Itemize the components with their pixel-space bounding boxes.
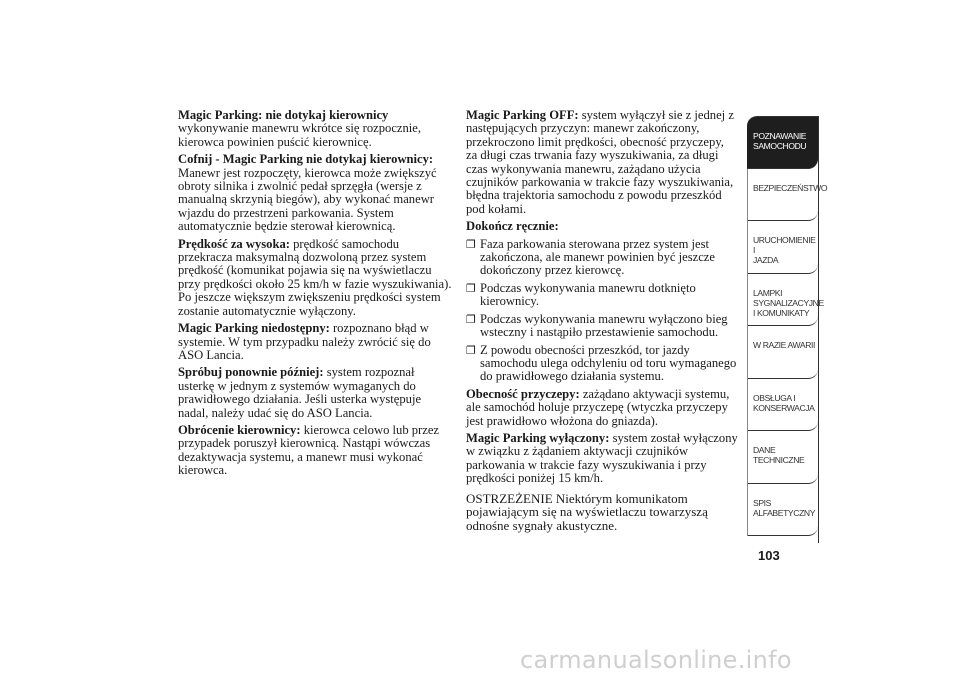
message-text: rozpoznano błąd w systemie. W tym przypadku należy zwrócić się do ASO Lancia. <box>178 321 431 362</box>
watermark: carmanualsonline.info <box>520 646 792 674</box>
message-heading: Cofnij - Magic Parking nie dotykaj kierownicy: <box>178 152 434 167</box>
message-entry <box>178 424 452 478</box>
message-entry <box>178 322 452 362</box>
list-item <box>466 238 738 278</box>
message-heading: Magic Parking OFF: <box>466 108 579 122</box>
message-heading: Magic Parking: nie dotykaj kierownicy <box>178 108 389 122</box>
checkbox-bullet-icon: ❐ <box>466 281 476 295</box>
message-heading: Magic Parking niedostępny: <box>178 321 330 336</box>
left-column <box>178 109 452 482</box>
message-heading: Magic Parking wyłączony: <box>466 430 610 445</box>
message-entry <box>178 109 452 149</box>
tab-poznawanie-samochodu[interactable]: POZNAWANIE SAMOCHODU <box>747 116 818 169</box>
message-entry <box>466 109 738 216</box>
right-column <box>466 109 738 536</box>
tab-dane-techniczne[interactable]: DANE TECHNICZNE <box>747 431 818 484</box>
message-entry <box>466 388 738 428</box>
message-heading: Obrócenie kierownicy: <box>178 422 301 437</box>
message-entry <box>178 153 452 233</box>
list-item-text: Faza parkowania sterowana przez system jest zakończona, ale manewr powinien być jeszcze dokończony przez kierowcę. <box>480 236 715 278</box>
tab-lampki-sygnalizacyjne[interactable]: LAMPKI SYGNALIZACYJNE I KOMUNIKATY <box>747 274 818 327</box>
checkbox-bullet-icon: ❐ <box>466 343 476 357</box>
message-text: prędkość samochodu przekracza maksymalną dozwoloną przez system prędkość (komunikat pojawia się na wyświetlaczu przy prędkości około 25 km/h w fazie wyszukiwania). Po jeszcze większym zwiększeniu prędkości system zostanie automatycznie wyłączony. <box>178 236 452 318</box>
page-number: 103 <box>758 548 780 563</box>
list-item-text: Podczas wykonywania manewru dotknięto kierownicy. <box>480 280 696 309</box>
message-heading: Obecność przyczepy: <box>466 386 580 401</box>
list-item <box>466 313 738 340</box>
tab-spis-alfabetyczny[interactable]: SPIS ALFABETYCZNY <box>747 484 818 537</box>
message-text: zażądano aktywacji systemu, ale samochód holuje przyczepę (wtyczka przyczepy jest prawidłowo włożona do gniazda). <box>466 386 730 428</box>
tab-uruchomienie-i-jazda[interactable]: URUCHOMIENIE I JAZDA <box>747 221 818 274</box>
message-heading: Spróbuj ponownie później: <box>178 365 324 380</box>
message-entry <box>178 366 452 420</box>
checkbox-bullet-icon: ❐ <box>466 237 476 251</box>
message-text: kierowca celowo lub przez przypadek poruszył kierownicą. Nastąpi wówczas dezaktywacja systemu, a manewr musi wykonać kierowca. <box>178 422 440 478</box>
warning-note: OSTRZEŻENIE Niektórym komunikatom pojawiającym się na wyświetlaczu towarzyszą odnośne sygnały akustyczne. <box>466 490 708 533</box>
chapter-tabs <box>747 116 828 543</box>
tab-w-razie-awarii[interactable]: W RAZIE AWARII <box>747 326 818 379</box>
list-item-text: Z powodu obecności przeszkód, tor jazdy samochodu ulega odchyleniu od toru wymaganego do prawidłowego działania systemu. <box>480 342 737 384</box>
message-text: Manewr jest rozpoczęty, kierowca może zwiększyć obroty silnika i zwolnić pedał sprzęgła (wersje z manualną skrzynią biegów), aby wykonać manewr wjazdu do przestrzeni parkowania. System automatycznie będzie sterował kierownicą. <box>178 165 437 234</box>
list-item <box>466 344 738 384</box>
manual-finish-heading: Dokończ ręcznie: <box>466 219 559 234</box>
checkbox-bullet-icon: ❐ <box>466 312 476 326</box>
message-text: system wyłączył sie z jednej z następujących przyczyn: manewr zakończony, przekroczono limit prędkości, obecność przyczepy, za długi czas trwania fazy wyszukiwania, za długi czas wykonywania manewru, zażądano użycia czujników parkowania w trakcie fazy wyszukiwania, błędna trajektoria samochodu z powodu przeszkód pod kołami. <box>466 108 734 216</box>
tab-bezpieczenstwo[interactable]: BEZPIECZEŃSTWO <box>747 169 818 222</box>
list-item <box>466 282 738 309</box>
message-text: system rozpoznał usterkę w jednym z systemów wymaganych do prawidłowego działania. Jeśli usterka występuje nadal, należy udać się do ASO Lancia. <box>178 365 422 420</box>
list-item-text: Podczas wykonywania manewru wyłączono bieg wsteczny i nastąpiło przestawienie samochodu. <box>480 311 728 340</box>
message-heading: Prędkość za wysoka: <box>178 236 290 251</box>
message-text: system został wyłączony w związku z żądaniem aktywacji czujników parkowania w trakcie fazy wyszukiwania i przy prędkości poniżej 15 km/h. <box>466 430 738 486</box>
message-entry <box>466 432 738 486</box>
tab-obsluga-i-konserwacja[interactable]: OBSŁUGA I KONSERWACJA <box>747 379 818 432</box>
message-entry <box>178 238 452 318</box>
message-text: wykonywanie manewru wkrótce się rozpocznie, kierowca powinien puścić kierownicę. <box>178 121 422 149</box>
